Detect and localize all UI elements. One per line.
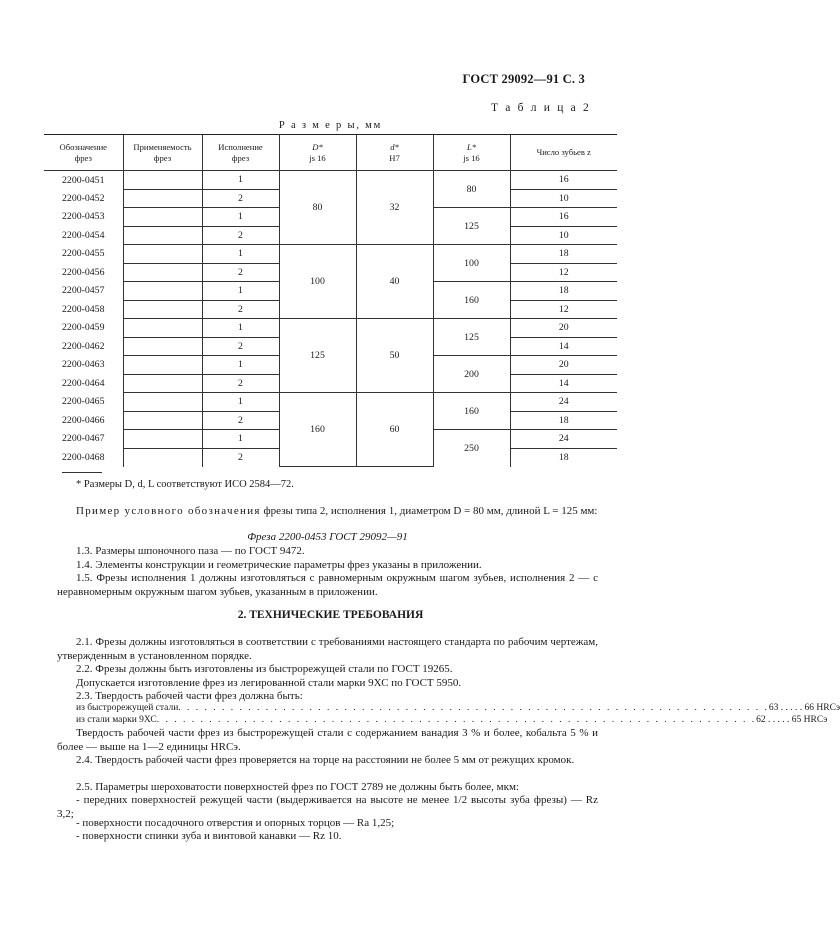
- D-cell: 80: [279, 171, 356, 245]
- example-paragraph: [57, 505, 598, 519]
- version-cell: 2: [202, 189, 279, 208]
- paragraph-2-4: 2.4. Твердость рабочей части фрез проверяется на торце на расстоянии не более 5 мм от режущих кромок.: [76, 754, 575, 766]
- leader-dots: . . . . . . . . . . . . . . . . . . . . . . . . . . . . . . . . . . . . . . . . . . . . . . . . . . . . . . . . . . . . . . . . . . . . .: [156, 715, 757, 725]
- version-cell: 1: [202, 208, 279, 227]
- L-cell: 200: [433, 356, 510, 393]
- applicability-cell: [123, 356, 202, 375]
- designation-cell: 2200-0466: [44, 411, 123, 430]
- teeth-cell: 20: [510, 319, 617, 338]
- L-cell: 160: [433, 393, 510, 430]
- teeth-cell: 14: [510, 374, 617, 393]
- applicability-cell: [123, 300, 202, 319]
- applicability-cell: [123, 189, 202, 208]
- table-footnote: * Размеры D, d, L соответствуют ИСО 2584—72.: [76, 479, 294, 490]
- version-cell: 2: [202, 448, 279, 467]
- section-heading: 2. ТЕХНИЧЕСКИЕ ТРЕБОВАНИЯ: [237, 609, 424, 621]
- table-number: Т а б л и ц а 2: [490, 102, 591, 114]
- paragraph-2-3b: Твердость рабочей части фрез из быстрорежущей стали с содержанием ванадия 3 % и более, кобальта 5 % и более — выше на 1—2 единицы HRCэ.: [57, 727, 598, 753]
- paragraph-2-2: 2.2. Фрезы должны быть изготовлены из быстрорежущей стали по ГОСТ 19265.: [76, 663, 453, 675]
- designation-cell: 2200-0462: [44, 337, 123, 356]
- applicability-cell: [123, 263, 202, 282]
- hardness-label: из стали марки 9ХС: [76, 715, 157, 725]
- designation-cell: 2200-0464: [44, 374, 123, 393]
- applicability-cell: [123, 448, 202, 467]
- footnote-rule: [62, 472, 102, 473]
- applicability-cell: [123, 282, 202, 301]
- L-cell: 125: [433, 319, 510, 356]
- teeth-cell: 18: [510, 282, 617, 301]
- designation-cell: 2200-0454: [44, 226, 123, 245]
- applicability-cell: [123, 393, 202, 412]
- table-row: [44, 171, 617, 190]
- teeth-cell: 16: [510, 171, 617, 190]
- roughness-item-3: - поверхности спинки зуба и винтовой канавки — Rz 10.: [76, 830, 342, 842]
- paragraph-1-4: 1.4. Элементы конструкции и геометрические параметры фрез указаны в приложении.: [76, 559, 482, 571]
- teeth-cell: 10: [510, 189, 617, 208]
- dimensions-table: [44, 134, 617, 467]
- D-cell: 100: [279, 245, 356, 319]
- designation-cell: 2200-0465: [44, 393, 123, 412]
- designation-cell: 2200-0452: [44, 189, 123, 208]
- hardness-label: из быстрорежущей стали: [76, 703, 179, 713]
- designation-cell: 2200-0456: [44, 263, 123, 282]
- designation-cell: 2200-0467: [44, 430, 123, 449]
- version-cell: 1: [202, 393, 279, 412]
- version-cell: 2: [202, 374, 279, 393]
- applicability-cell: [123, 171, 202, 190]
- hardness-value: 62 . . . . . 65 HRCэ: [756, 715, 828, 725]
- paragraph-1-3: 1.3. Размеры шпоночного паза — по ГОСТ 9472.: [76, 545, 305, 557]
- D-cell: 125: [279, 319, 356, 393]
- designation-cell: 2200-0458: [44, 300, 123, 319]
- page-header: ГОСТ 29092—91 С. 3: [462, 72, 585, 86]
- roughness-item-1: - передних поверхностей режущей части (выдерживается на высоте не менее 1/2 высоты зуба фрезы) — Rz 3,2;: [57, 794, 598, 820]
- teeth-cell: 18: [510, 411, 617, 430]
- table-caption: Р а з м е р ы, мм: [278, 120, 383, 131]
- designation-cell: 2200-0453: [44, 208, 123, 227]
- teeth-cell: 20: [510, 356, 617, 375]
- L-cell: 125: [433, 208, 510, 245]
- teeth-cell: 24: [510, 393, 617, 412]
- d-cell: 32: [356, 171, 433, 245]
- teeth-cell: 24: [510, 430, 617, 449]
- version-cell: 1: [202, 171, 279, 190]
- version-cell: 2: [202, 300, 279, 319]
- example-lead: Пример условного обозначения: [76, 505, 261, 517]
- version-cell: 2: [202, 226, 279, 245]
- col-d: d* H7: [356, 135, 433, 171]
- hardness-value: 63 . . . . . 66 HRCэ: [768, 703, 840, 713]
- teeth-cell: 12: [510, 263, 617, 282]
- version-cell: 1: [202, 430, 279, 449]
- col-teeth: Число зубьев z: [510, 135, 617, 171]
- col-L: L* js 16: [433, 135, 510, 171]
- teeth-cell: 18: [510, 448, 617, 467]
- D-cell: 160: [279, 393, 356, 467]
- table-row: [44, 393, 617, 412]
- d-cell: 50: [356, 319, 433, 393]
- designation-cell: 2200-0457: [44, 282, 123, 301]
- version-cell: 1: [202, 282, 279, 301]
- version-cell: 2: [202, 411, 279, 430]
- applicability-cell: [123, 226, 202, 245]
- applicability-cell: [123, 208, 202, 227]
- applicability-cell: [123, 337, 202, 356]
- col-designation: Обозначение фрез: [44, 135, 123, 171]
- paragraph-2-2b: Допускается изготовление фрез из легированной стали марки 9ХС по ГОСТ 5950.: [76, 677, 462, 689]
- applicability-cell: [123, 430, 202, 449]
- applicability-cell: [123, 245, 202, 264]
- teeth-cell: 14: [510, 337, 617, 356]
- d-cell: 60: [356, 393, 433, 467]
- table-row: [44, 319, 617, 338]
- L-cell: 100: [433, 245, 510, 282]
- version-cell: 1: [202, 245, 279, 264]
- applicability-cell: [123, 374, 202, 393]
- hardness-row-9xs: [76, 715, 828, 725]
- table-row: [44, 245, 617, 264]
- L-cell: 250: [433, 430, 510, 467]
- example-designation: Фреза 2200-0453 ГОСТ 29092—91: [247, 531, 408, 543]
- example-text: фрезы типа 2, исполнения 1, диаметром D = 80 мм, длиной L = 125 мм:: [260, 505, 598, 517]
- teeth-cell: 12: [510, 300, 617, 319]
- designation-cell: 2200-0455: [44, 245, 123, 264]
- teeth-cell: 16: [510, 208, 617, 227]
- teeth-cell: 10: [510, 226, 617, 245]
- leader-dots: . . . . . . . . . . . . . . . . . . . . . . . . . . . . . . . . . . . . . . . . . . . . . . . . . . . . . . . . . . . . . . . . . . . .: [178, 703, 769, 713]
- version-cell: 2: [202, 337, 279, 356]
- paragraph-2-1: 2.1. Фрезы должны изготовляться в соответствии с требованиями настоящего стандарта по рабочим чертежам, утвержденным в установленном порядке.: [57, 636, 598, 662]
- col-applicability: Применяемость фрез: [123, 135, 202, 171]
- paragraph-2-5: 2.5. Параметры шероховатости поверхностей фрез по ГОСТ 2789 не должны быть более, мкм:: [76, 781, 519, 793]
- applicability-cell: [123, 411, 202, 430]
- L-cell: 80: [433, 171, 510, 208]
- designation-cell: 2200-0468: [44, 448, 123, 467]
- version-cell: 2: [202, 263, 279, 282]
- version-cell: 1: [202, 319, 279, 338]
- paragraph-1-5: 1.5. Фрезы исполнения 1 должны изготовляться с равномерным окружным шагом зубьев, исполнения 2 — с неравномерным окружным шагом зубьев, указанным в приложении.: [57, 572, 598, 598]
- L-cell: 160: [433, 282, 510, 319]
- col-version: Исполнение фрез: [202, 135, 279, 171]
- roughness-item-2: - поверхности посадочного отверстия и опорных торцов — Ra 1,25;: [76, 817, 395, 829]
- applicability-cell: [123, 319, 202, 338]
- designation-cell: 2200-0459: [44, 319, 123, 338]
- designation-cell: 2200-0463: [44, 356, 123, 375]
- paragraph-2-3: 2.3. Твердость рабочей части фрез должна быть:: [76, 690, 303, 702]
- designation-cell: 2200-0451: [44, 171, 123, 190]
- col-D: D* js 16: [279, 135, 356, 171]
- version-cell: 1: [202, 356, 279, 375]
- d-cell: 40: [356, 245, 433, 319]
- hardness-row-hss: [76, 703, 840, 713]
- teeth-cell: 18: [510, 245, 617, 264]
- table-header-row: [44, 135, 617, 171]
